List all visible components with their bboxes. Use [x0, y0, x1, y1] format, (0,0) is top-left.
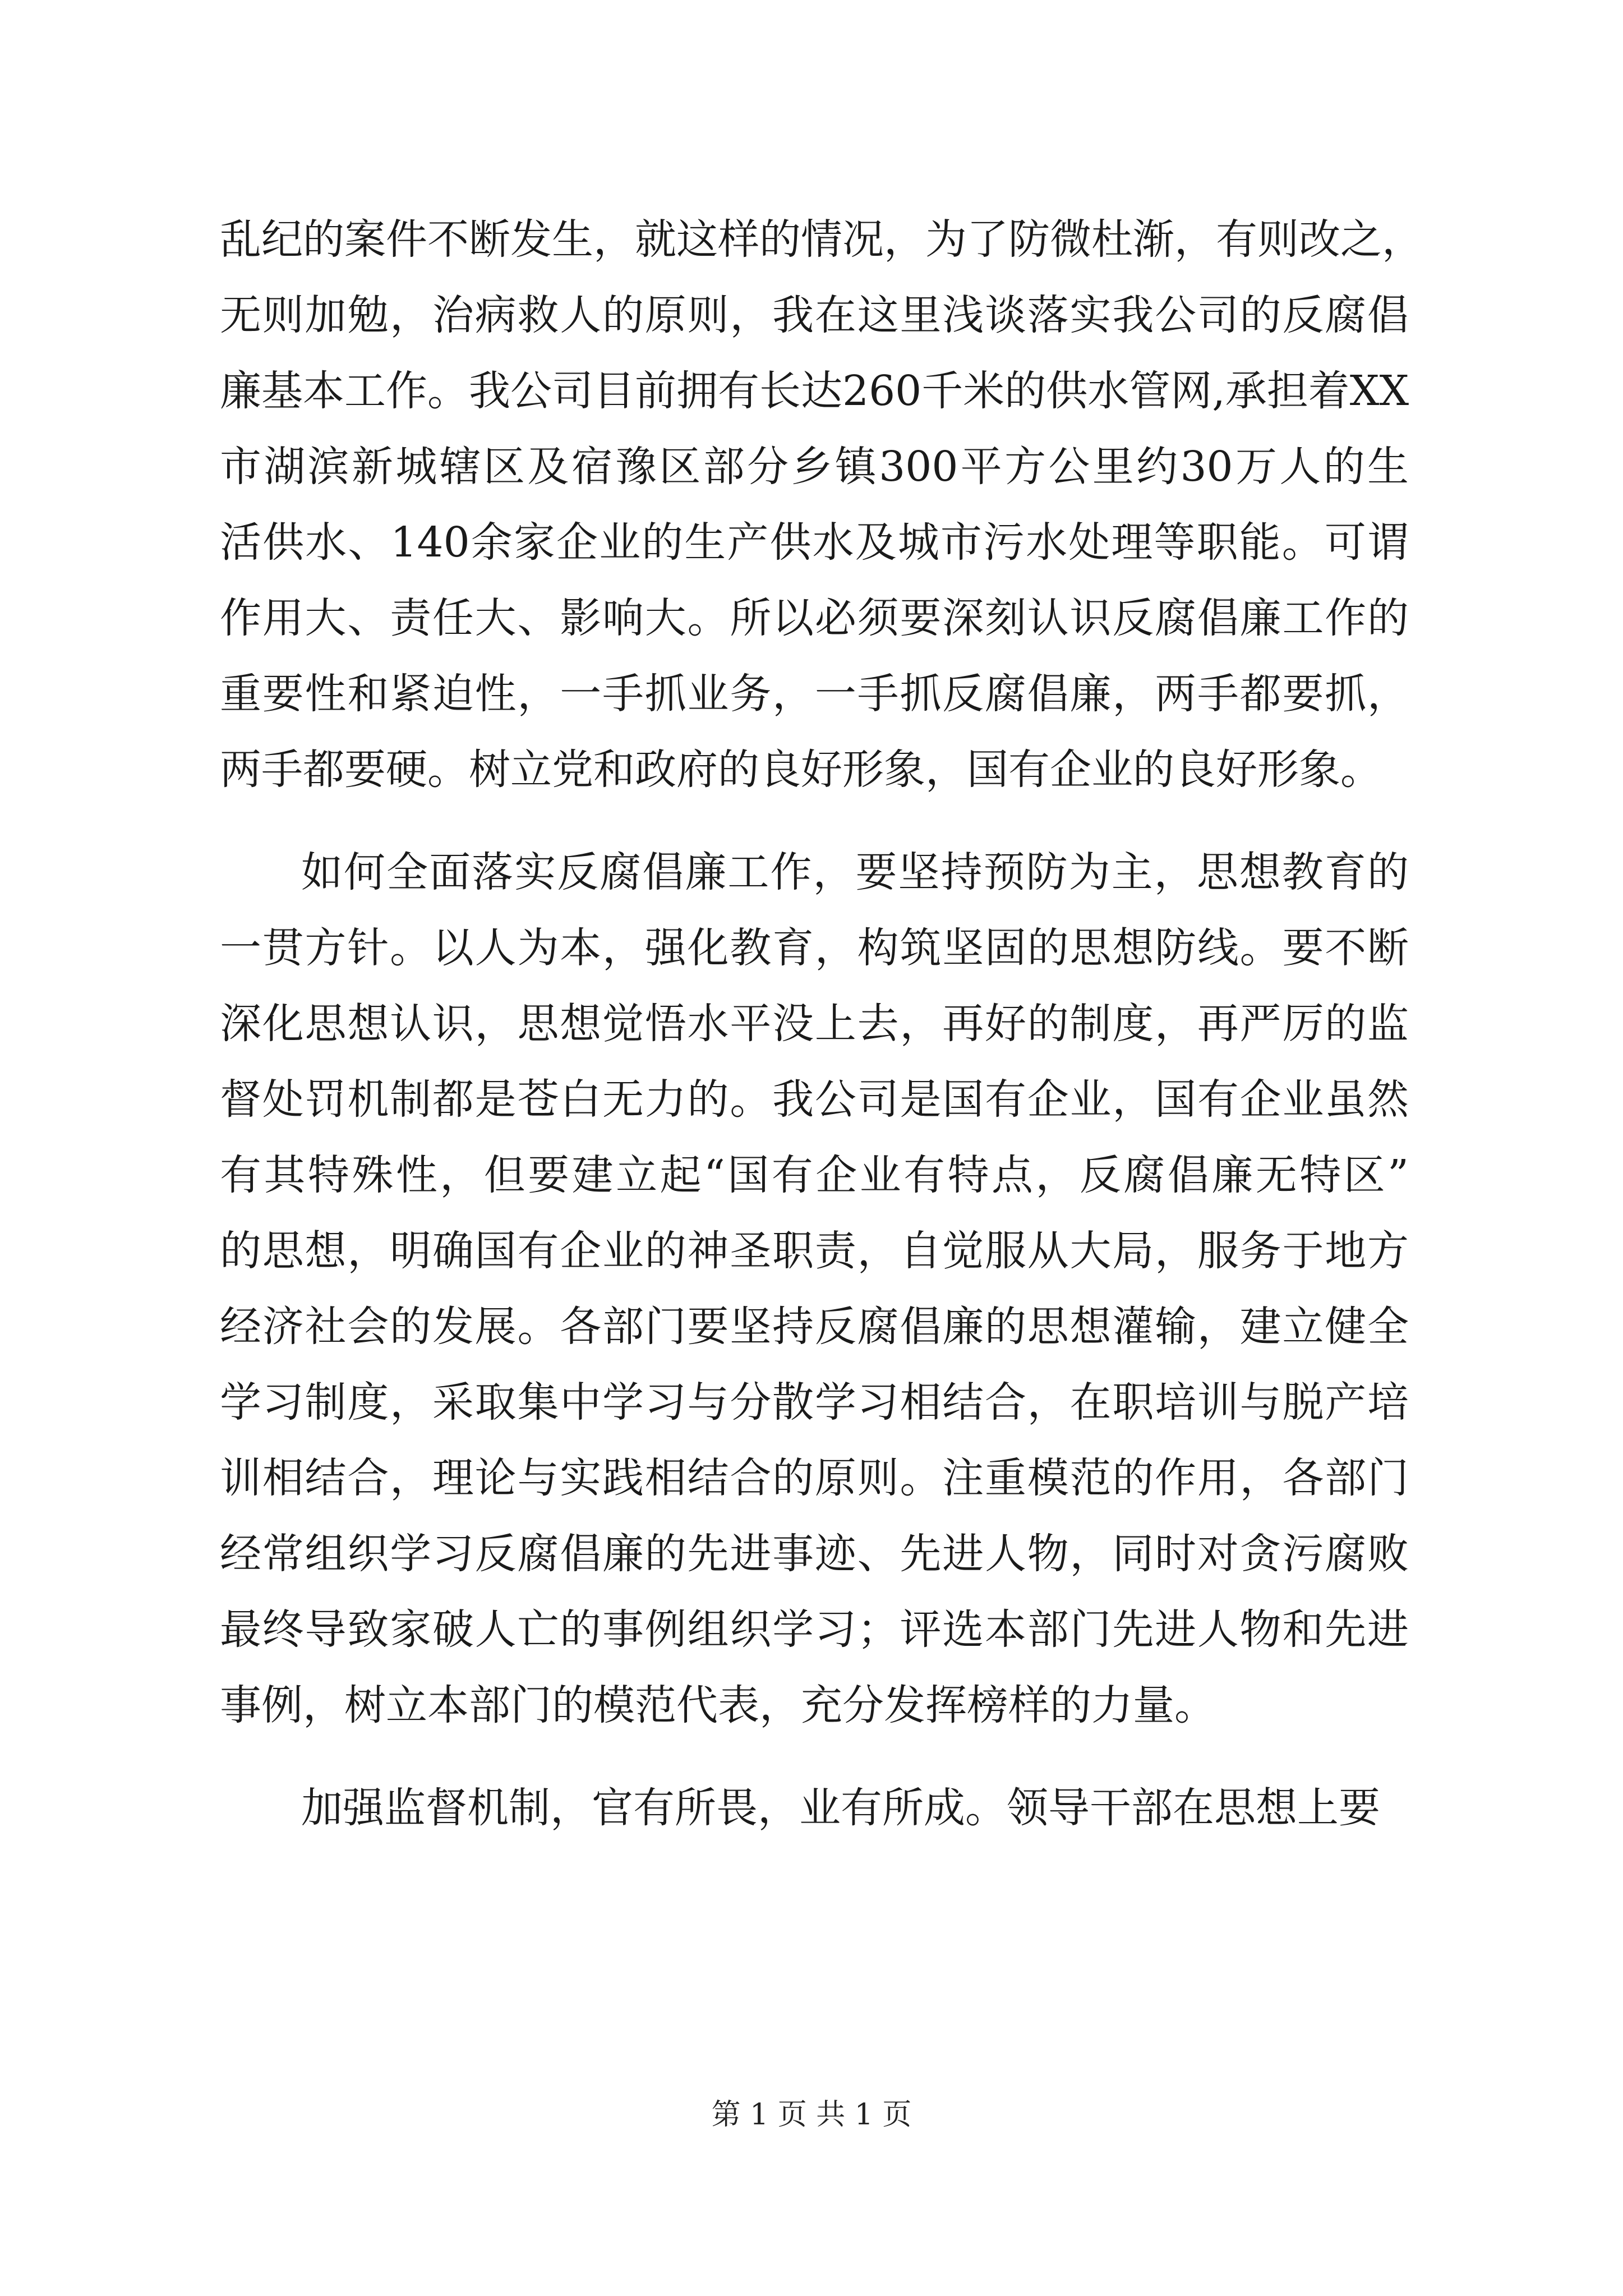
- text-line: 的思想，明确国有企业的神圣职责，自觉服从大局，服务于地方: [220, 1227, 1409, 1275]
- text-line: 学习制度，采取集中学习与分散学习相结合，在职培训与脱产培: [220, 1378, 1409, 1427]
- text-line: 廉基本工作。我公司目前拥有长达260千米的供水管网,承担着XX: [220, 367, 1409, 415]
- text-line: 两手都要硬。树立党和政府的良好形象，国有企业的良好形象。: [220, 746, 1382, 794]
- text-line: 有其特殊性，但要建立起“国有企业有特点，反腐倡廉无特区”: [220, 1151, 1409, 1199]
- text-line: 训相结合，理论与实践相结合的原则。注重模范的作用，各部门: [220, 1454, 1409, 1502]
- page-number-label: 第 1 页 共 1 页: [711, 2098, 912, 2132]
- text-line: 经济社会的发展。各部门要坚持反腐倡廉的思想灌输，建立健全: [220, 1303, 1409, 1351]
- page-footer: [0, 2095, 1623, 2134]
- text-line: 市湖滨新城辖区及宿豫区部分乡镇300平方公里约30万人的生: [220, 443, 1409, 491]
- text-line: 最终导致家破人亡的事例组织学习；评选本部门先进人物和先进: [220, 1605, 1409, 1654]
- text-line: 督处罚机制都是苍白无力的。我公司是国有企业，国有企业虽然: [220, 1075, 1409, 1124]
- text-line: 经常组织学习反腐倡廉的先进事迹、先进人物，同时对贪污腐败: [220, 1530, 1409, 1578]
- text-line: 一贯方针。以人为本，强化教育，构筑坚固的思想防线。要不断: [220, 924, 1409, 972]
- paragraph-first-line: 加强监督机制，官有所畏，业有所成。领导干部在思想上要: [301, 1784, 1380, 1832]
- text-line: 事例，树立本部门的模范代表，充分发挥榜样的力量。: [220, 1681, 1216, 1729]
- text-line: 无则加勉，治病救人的原则，我在这里浅谈落实我公司的反腐倡: [220, 291, 1409, 339]
- paragraph-first-line: 如何全面落实反腐倡廉工作，要坚持预防为主，思想教育的: [301, 848, 1409, 896]
- text-line: 作用大、责任大、影响大。所以必须要深刻认识反腐倡廉工作的: [220, 594, 1409, 642]
- text-line: 重要性和紧迫性，一手抓业务，一手抓反腐倡廉，两手都要抓，: [220, 670, 1409, 718]
- text-line: 深化思想认识，思想觉悟水平没上去，再好的制度，再严厉的监: [220, 1000, 1409, 1048]
- text-line: 乱纪的案件不断发生，就这样的情况，为了防微杜渐，有则改之，: [220, 215, 1423, 264]
- text-line: 活供水、140余家企业的生产供水及城市污水处理等职能。可谓: [220, 518, 1409, 567]
- document-body: [220, 202, 1423, 1846]
